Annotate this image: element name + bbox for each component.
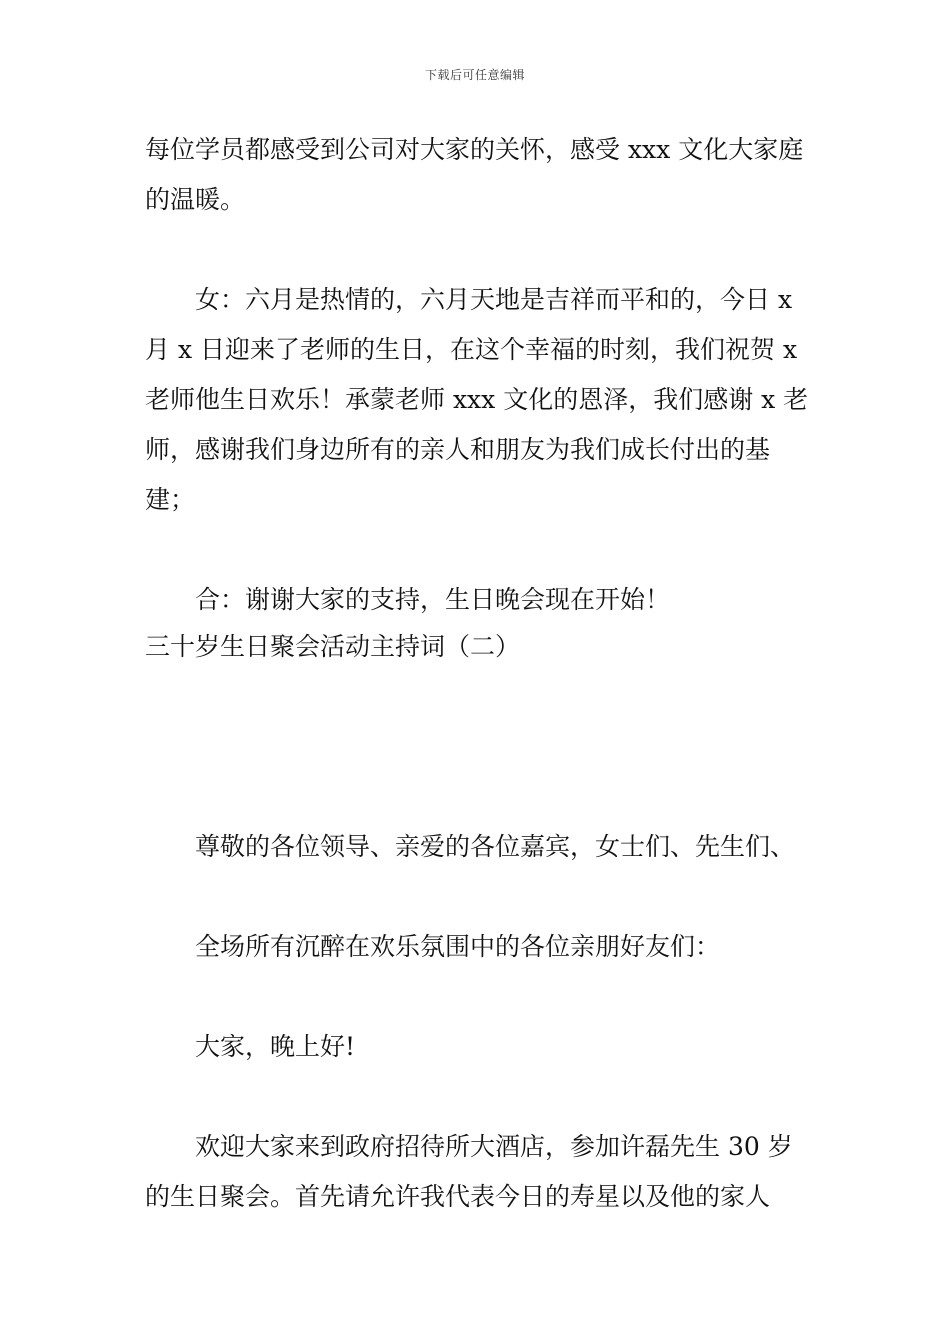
page-header: 下载后可任意编辑 [424,68,525,82]
paragraph-4: 尊敬的各位领导、亲爱的各位嘉宾，女士们、先生们、 [195,832,796,861]
paragraph-7: 欢迎大家来到政府招待所大酒店，参加许磊先生 30 岁的生日聚会。首先请允许我代表今日的寿星以及他的家人 [145,1132,793,1211]
paragraph-5: 全场所有沉醉在欢乐氛围中的各位亲朋好友们： [195,932,721,961]
paragraph-1: 每位学员都感受到公司对大家的关怀，感受 xxx 文化大家庭的温暖。 [145,135,804,214]
paragraph-3: 合：谢谢大家的支持，生日晚会现在开始！ [195,585,671,614]
paragraph-2: 女：六月是热情的，六月天地是吉祥而平和的，今日 x 月 x 日迎来了老师的生日，在这个幸福的时刻，我们祝贺 x 老师他生日欢乐！承蒙老师 xxx 文化的恩泽，我们感谢 x 老师，感谢我们身边所有的亲人和朋友为我们成长付出的基建； [145,285,809,514]
section-title: 三十岁生日聚会活动主持词（二） [145,632,521,661]
paragraph-6: 大家，晚上好! [195,1032,356,1061]
